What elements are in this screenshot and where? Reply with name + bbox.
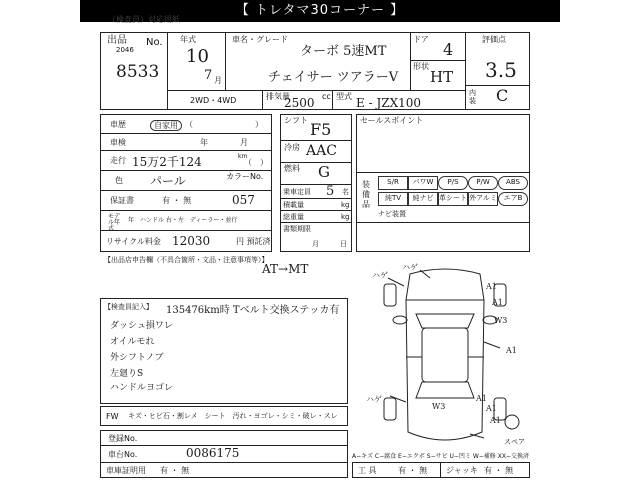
mileage-label: 走行 xyxy=(110,156,126,165)
divider xyxy=(100,150,272,151)
inspection-month: 月 xyxy=(240,138,248,147)
car-diagram xyxy=(360,262,530,450)
load-label: 積載量 xyxy=(283,201,304,209)
divider xyxy=(262,90,263,110)
divider xyxy=(280,210,352,211)
doc-deadline-day: 日 xyxy=(340,240,347,248)
recycle-value: 12030 xyxy=(172,234,211,248)
model-label: 型式 xyxy=(336,92,352,101)
car-roof xyxy=(422,328,468,382)
year-label: 年式 xyxy=(180,35,196,44)
mark-line xyxy=(390,396,406,402)
divider xyxy=(440,462,441,478)
car-front xyxy=(406,269,484,300)
jack-options: 有 ・ 無 xyxy=(484,466,514,475)
wheel-rl xyxy=(384,398,396,420)
grade-line2: チェイサー ツアラーV xyxy=(268,70,399,85)
handle-label: モデル年式 xyxy=(108,213,121,232)
divider xyxy=(410,32,411,90)
mileage-unit: km xyxy=(238,153,248,160)
interior-value: C xyxy=(496,86,509,105)
ac-label: 冷房 xyxy=(284,143,300,152)
lot-number: 8533 xyxy=(116,62,160,82)
divider xyxy=(280,162,352,163)
equip-sr: S/R xyxy=(378,176,408,190)
reg-no-label: 登録No. xyxy=(108,434,138,443)
capacity-value: 5 xyxy=(326,184,335,199)
equip-pw-mirror: パワW xyxy=(408,176,438,190)
diagram-mark-c: A1 xyxy=(486,282,497,291)
weight-unit: kg xyxy=(341,213,350,221)
equip-airbag: エアB xyxy=(498,192,528,206)
fuel-label: 燃料 xyxy=(284,164,300,173)
lot-small: 2046 xyxy=(116,46,134,54)
garage-options: 有 ・ 無 xyxy=(160,466,190,475)
color-no-label: カラーNo. xyxy=(226,172,264,181)
warranty-option: 有 ・ 無 xyxy=(162,196,192,205)
year-value: 10 xyxy=(186,46,209,67)
diagram-mark-j: A1 xyxy=(486,404,497,413)
registration-paren-open: （ xyxy=(185,120,193,129)
inspector-item-2: オイルモれ xyxy=(110,337,155,347)
diagram-mark-a: ハゲ xyxy=(372,271,388,280)
doc-deadline-label: 書類期限 xyxy=(283,225,311,233)
equipment-label: 装備品 xyxy=(362,180,370,209)
fw-text: キズ・ヒビ石・割レメ シート 汚れ・ヨゴレ・シミ・破レ・スレ xyxy=(128,412,338,420)
divider xyxy=(100,230,272,231)
divider xyxy=(280,198,352,199)
year-month-unit: 月 xyxy=(214,76,222,85)
mark-line xyxy=(484,342,500,348)
diagram-mark-e: W3 xyxy=(494,316,508,325)
divider xyxy=(100,170,272,171)
fw-label: FW xyxy=(106,412,119,421)
ac-value: AAC xyxy=(306,143,337,159)
diagram-mark-g: ハゲ xyxy=(366,395,382,404)
grade-label: 車名・グレード xyxy=(232,35,288,44)
remarks-label: 【出品店申告欄（不具合箇所・文品・注意事項等）】 xyxy=(104,256,269,264)
divider xyxy=(332,90,333,110)
divider xyxy=(356,172,530,173)
inspection-year: 年 xyxy=(200,138,208,147)
tools-label: 工 具 xyxy=(358,466,377,475)
mileage-paren: （ ） xyxy=(244,158,268,167)
divider xyxy=(465,32,466,110)
sales-points-label: セールスポイント xyxy=(360,116,424,125)
divider xyxy=(410,60,465,61)
warranty-label: 保証書 xyxy=(110,196,134,205)
divider xyxy=(280,184,352,185)
mark-line xyxy=(388,278,404,286)
diagram-mark-k: A1 xyxy=(490,416,501,425)
divider xyxy=(280,222,352,223)
registration-paren-close: ） xyxy=(255,120,263,129)
divider xyxy=(100,133,272,134)
remarks-value: AT→MT xyxy=(262,262,309,276)
wheel-fl xyxy=(384,284,396,306)
inspector-line1: 135476km時 Tベルト交換ステッカ有 xyxy=(166,305,340,316)
fuel-value: G xyxy=(318,163,330,181)
inspector-item-3: 外シフトノブ xyxy=(110,353,164,363)
inspection-label: 車検 xyxy=(110,138,126,147)
inspector-label: 【検査員記入】 xyxy=(104,303,153,311)
inspector-item-4: 左廻りS xyxy=(110,369,144,379)
equip-abs: ABS xyxy=(498,176,528,190)
lot-label-no: No. xyxy=(146,37,163,48)
equip-navi: 純ナビ xyxy=(408,192,438,206)
doors-value: 4 xyxy=(443,40,454,59)
model-value: E - JZX100 xyxy=(356,96,422,110)
shift-value: F5 xyxy=(310,120,332,139)
chassis-label: 車台No. xyxy=(108,450,138,459)
registration-label: 車歴 xyxy=(110,120,126,129)
divider xyxy=(100,210,272,211)
spare-label: スペア xyxy=(504,438,525,446)
spare-tire-icon xyxy=(505,415,519,429)
recycle-label: リサイクル料金 xyxy=(106,237,161,246)
garage-label: 車庫証明用 xyxy=(106,466,146,475)
color-label: 色 xyxy=(115,176,123,185)
mirror-left xyxy=(393,316,407,324)
inspector-item-1: ダッシュ損ワレ xyxy=(110,321,173,331)
equip-ps: P/S xyxy=(438,176,468,190)
divider xyxy=(100,462,348,463)
score-value: 3.5 xyxy=(485,58,517,82)
grade-line1: ターボ 5速MT xyxy=(300,44,387,59)
displacement-unit: cc xyxy=(322,92,331,101)
diagram-mark-f: A1 xyxy=(506,346,517,355)
color-value: パール xyxy=(150,174,186,188)
jack-label: ジャッキ xyxy=(446,466,478,475)
tools-options: 有 ・ 無 xyxy=(398,466,428,475)
divider xyxy=(100,190,272,191)
recycle-unit: 円 預託済 xyxy=(236,237,271,246)
mark-line xyxy=(420,270,430,278)
shape-label: 形状 xyxy=(413,62,429,71)
registration-value: 自家用 xyxy=(150,120,182,131)
diagram-mark-b: ハゲ xyxy=(402,263,418,272)
interior-label: 内装 xyxy=(469,89,476,105)
diagram-mark-i: A1 xyxy=(476,394,487,403)
diagram-mark-d: A1 xyxy=(492,298,503,307)
equip-tv: 純TV xyxy=(378,192,408,206)
displacement-label: 排気量 xyxy=(266,92,290,101)
page-banner: 【 トレタマ30コーナー 】 xyxy=(80,0,560,22)
handle-fields: 年 ハンドル 右・左 ディーラー・並行 xyxy=(128,217,238,224)
drive-label: 2WD・4WD xyxy=(190,96,237,105)
legend: A−キズ C−腐食 E−エクボ S−サビ U−凹ミ W−補修 XX−交換済 xyxy=(352,453,529,460)
weight-label: 総重量 xyxy=(283,213,304,221)
equip-alloy: 外アルミ xyxy=(468,192,498,206)
shape-value: HT xyxy=(430,68,454,86)
navi-label: ナビ装置 xyxy=(378,210,406,218)
score-label: 評価点 xyxy=(482,35,506,44)
displacement-value: 2500 xyxy=(284,96,315,110)
divider xyxy=(356,222,530,223)
mileage-value: 15万2千124 xyxy=(132,155,202,169)
equip-pw: P/W xyxy=(468,176,498,190)
doors-label: ドア xyxy=(413,35,429,44)
car-body xyxy=(406,300,484,440)
venue-note: （検査員）対応用紙 xyxy=(108,15,180,24)
rear-window xyxy=(416,382,474,398)
divider xyxy=(225,32,226,90)
divider xyxy=(280,140,352,141)
shift-label: シフト xyxy=(284,116,308,125)
year-month: 7 xyxy=(204,68,213,83)
lot-label-top: 出品 xyxy=(107,35,127,46)
detail-frame xyxy=(100,114,272,252)
inspector-item-5: ハンドルヨゴレ xyxy=(110,383,174,393)
equip-leather: 革シート xyxy=(438,192,468,206)
color-no-value: 057 xyxy=(232,193,255,207)
load-unit: kg xyxy=(341,201,350,209)
chassis-value: 0086175 xyxy=(186,446,240,460)
capacity-label: 乗車定員 xyxy=(283,188,311,196)
diagram-mark-h: W3 xyxy=(432,402,446,411)
doc-deadline-month: 月 xyxy=(312,240,319,248)
windshield xyxy=(416,314,474,328)
divider xyxy=(168,90,465,91)
capacity-unit: 名 xyxy=(342,188,349,196)
